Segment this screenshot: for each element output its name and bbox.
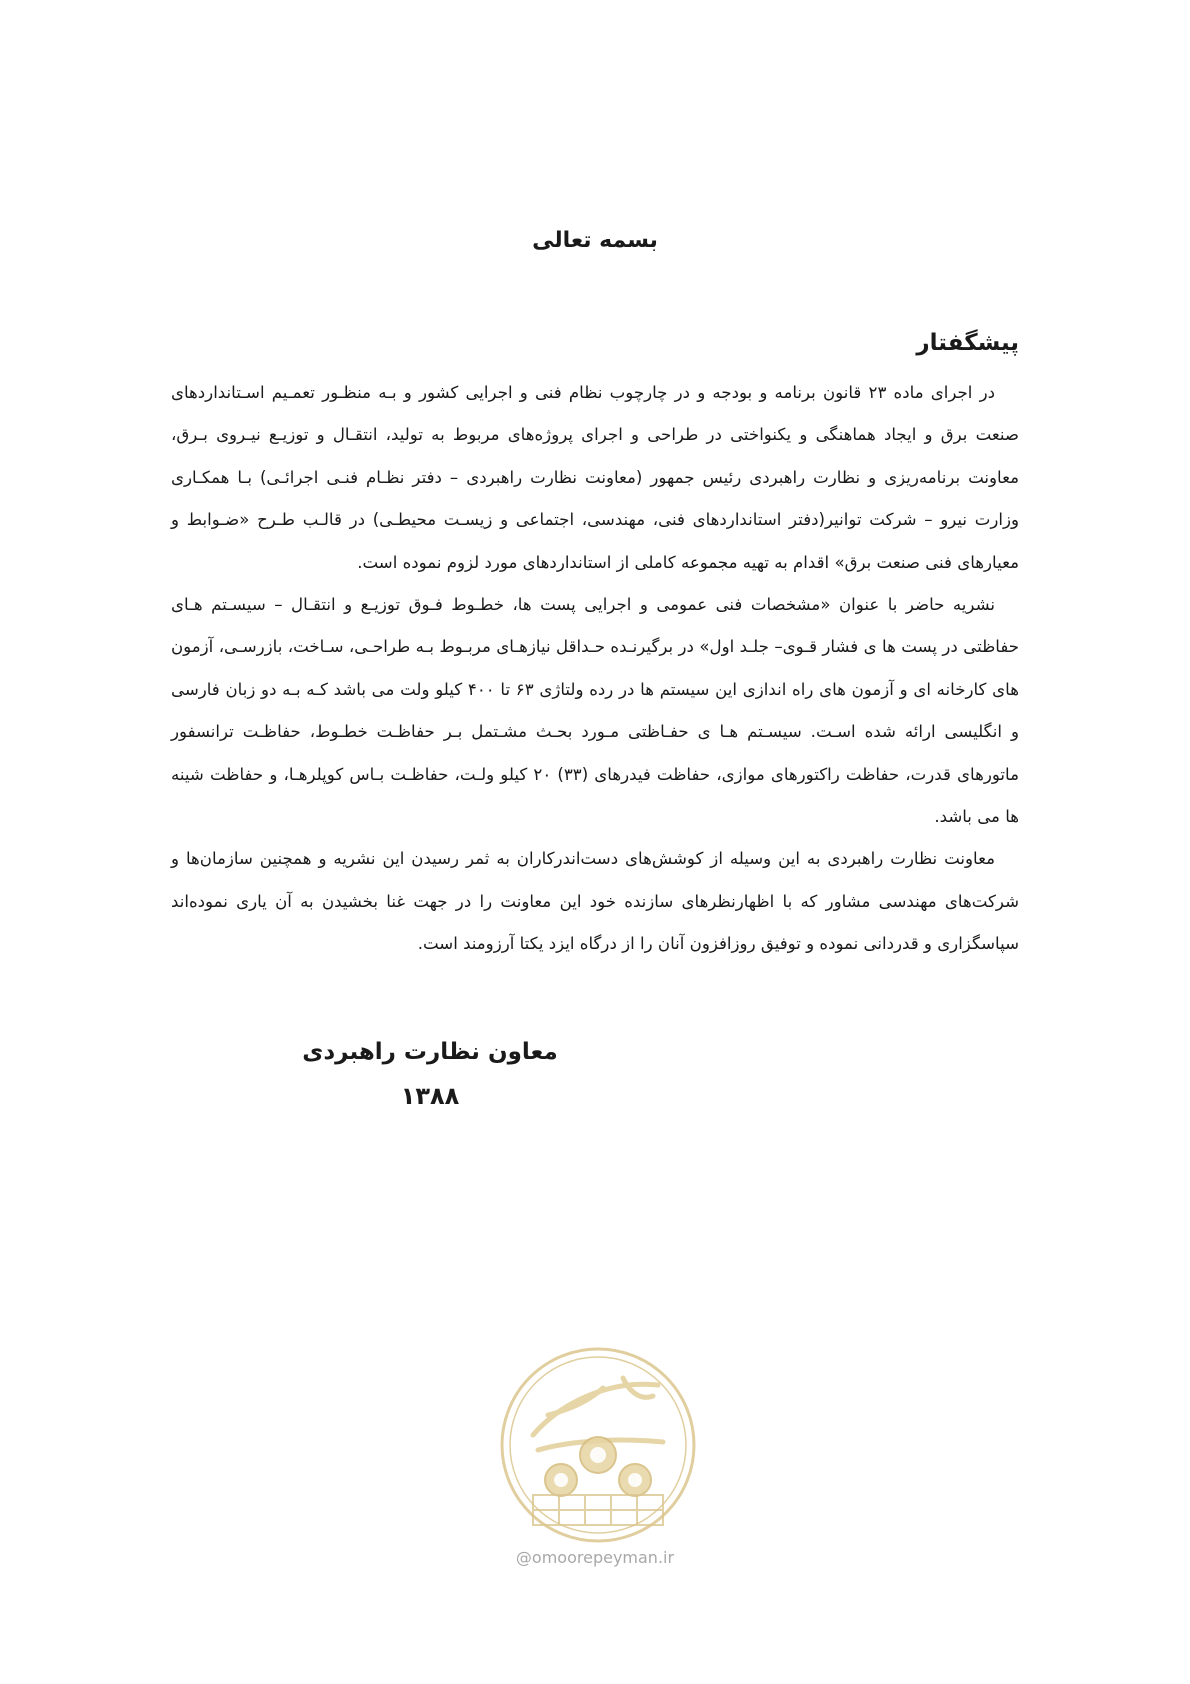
body-text xyxy=(171,372,1019,966)
paragraph-2: نشریه حاضر با عنوان «مشخصات فنی عمومی و اجرایی پست ها، خطـوط فـوق توزیـع و انتقـال – سیسـتم هـای حفاظتی در پست ها ی فشار قـوی– جلـد اول» در برگیرنـده حـداقل نیازهـای مربـوط بـه طراحـی، سـاخت، بازرسـی، آزمون های کارخانه ای و آزمون های راه اندازی این سیستم ها در رده ولتاژی ۶۳ تا ۴۰۰ کیلو ولت می باشد کـه بـه دو زبان فارسی و انگلیسی ارائه شده اسـت. سیسـتم هـا ی حفـاظتی مـورد بحـث مشـتمل بـر حفاظـت خطـوط، حفاظـت ترانسفور ماتورهای قدرت، حفاظت راکتورهای موازی، حفاظت فیدرهای (۳۳) ۲۰ کیلو ولـت، حفاظـت بـاس کوپلرهـا، و حفاظت شینه ها می باشد. xyxy=(171,595,1019,827)
basmala-heading: بسمه تعالی xyxy=(532,228,658,253)
signature-year: ۱۳۸۸ xyxy=(400,1082,460,1110)
signature-title: معاون نظارت راهبردی xyxy=(302,1039,558,1065)
watermark-logo xyxy=(493,1340,703,1550)
paragraph-1: در اجرای ماده ۲۳ قانون برنامه و بودجه و در چارچوب نظام فنی و اجرایی کشور و بـه منظـور تعمـیم اسـتانداردهای صنعت برق و ایجاد هماهنگی و یکنواختی در طراحی و اجرای پروژه‌های مربوط به تولید، انتقـال و توزیـع نیـروی بـرق، معاونت برنامه‌ریزی و نظارت راهبردی رئیس جمهور (معاونت نظارت راهبردی – دفتر نظـام فنـی اجرائـی) بـا همکـاری وزارت نیرو – شرکت توانیر(دفتر استانداردهای فنی، مهندسی، اجتماعی و زیسـت محیطـی) در قالـب طـرح «ضـوابط و معیارهای فنی صنعت برق» اقدام به تهیه مجموعه کاملی از استانداردهای مورد لزوم نموده است. xyxy=(171,383,1019,572)
watermark-url: @omoorepeyman.ir xyxy=(515,1548,675,1567)
omoorepeyman-logo-icon xyxy=(493,1340,703,1550)
section-heading: پیشگفتار xyxy=(916,330,1019,356)
paragraph-3: معاونت نظارت راهبردی به این وسیله از کوشش‌های دست‌اندرکاران به ثمر رسیدن این نشریه و همچنین سازمان‌ها و شرکت‌های مهندسی مشاور که با اظهارنظرهای سازنده خود این معاونت را در جهت غنا بخشیدن به آن یاری نموده‌اند سپاسگزاری و قدردانی نموده و توفیق روزافزون آنان را از درگاه ایزد یکتا آرزومند است. xyxy=(171,849,1019,954)
signature-block xyxy=(300,1032,560,1116)
